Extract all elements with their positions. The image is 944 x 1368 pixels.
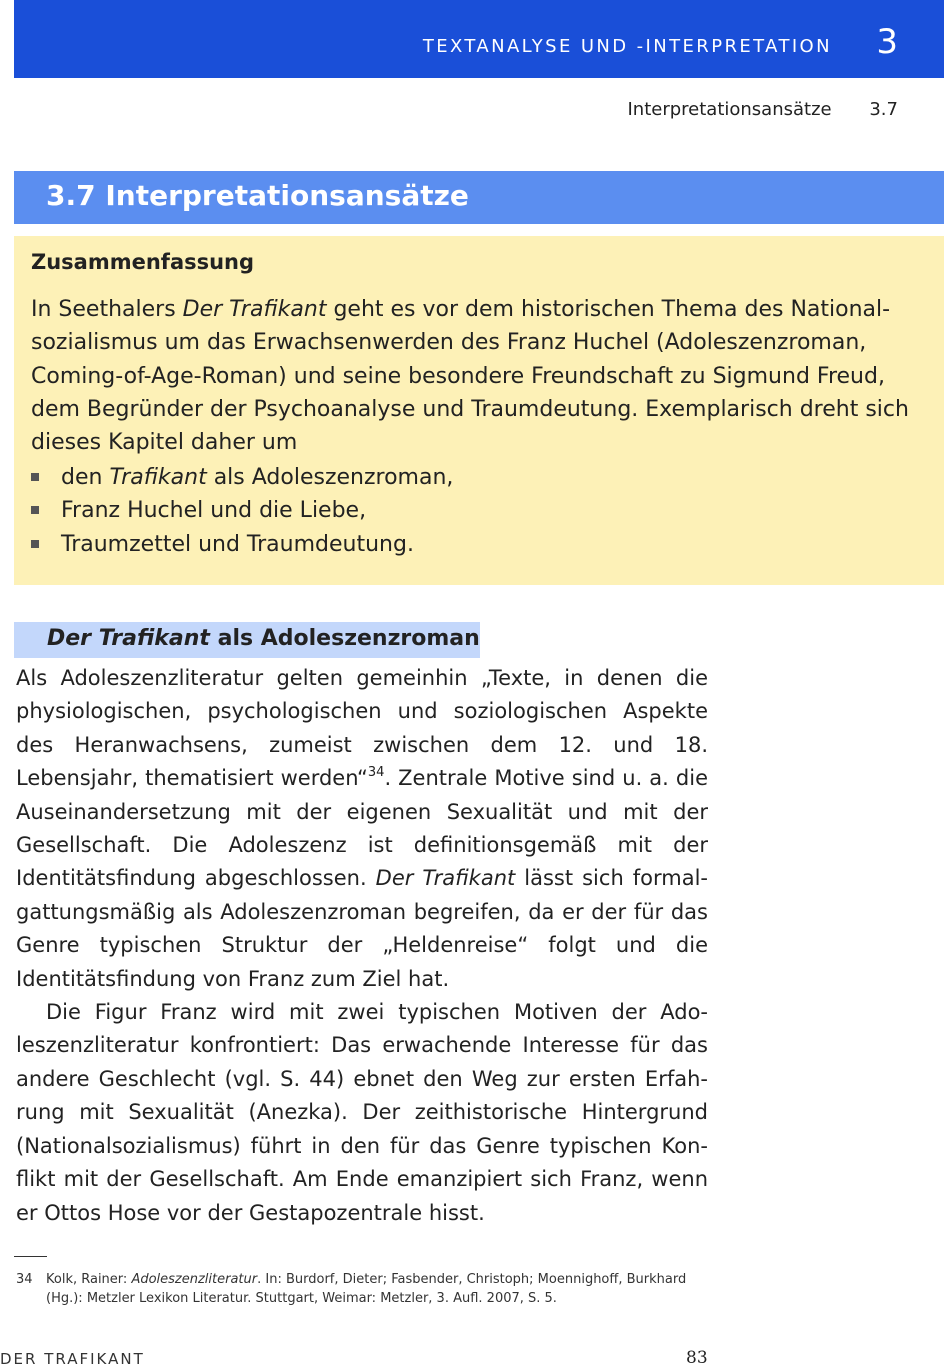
section-title: 3.7 Interpretationsansätze [46,179,469,212]
chapter-header-bar [14,0,944,78]
body-text-part: . Zentrale Motive sind u. a. die Auseinandersetzung mit der eigenen Sexualität und mit der Gesellschaft. Die Adoleszenz ist definitionsgemäß mit der Identitätsfindung abgeschlossen. [16,766,708,891]
chapter-section-label: TEXTANALYSE UND -INTERPRETATION [422,36,832,57]
summary-box [14,236,944,585]
list-item [31,494,453,527]
square-bullet-icon [31,506,39,514]
list-item-text: den [61,465,110,490]
subsection-title-rest: als Adoleszenzroman [209,626,480,651]
footnote-divider [14,1256,47,1257]
section-heading-bar [14,171,944,224]
summary-text [31,293,921,459]
footnote-text [46,1270,696,1308]
body-text [16,662,708,1230]
summary-bullet-list [31,461,453,561]
footnote [16,1270,696,1308]
summary-heading: Zusammenfassung [31,250,255,274]
footnote-text-part: . In: Burdorf, Dieter; Fasbender, Christoph; Moennighoff, Burkhard (Hg.): Metzler Lexikon Literatur. Stuttgart, Weimar: Metzler, 3. Aufl. 2007, S. 5. [46,1272,687,1306]
list-item [31,461,453,494]
square-bullet-icon [31,473,39,481]
list-item-text: Franz Huchel und die Liebe, [61,498,367,524]
square-bullet-icon [31,540,39,548]
list-item [31,528,453,561]
summary-text-part: geht es vor dem historischen Thema des Nationalsozialismus um das Erwachsenwerden des Franz Huchel (Adoleszenzroman, Coming-of-Age-Roman) und seine besondere Freundschaft zu Sigmund Freud, dem Begründer der Psychoanalyse und Traumdeutung. Exemplarisch dreht sich dieses Kapitel daher um [31,297,909,456]
footnote-reference[interactable]: 34 [367,765,385,781]
footer-book-title: DER TRAFIKANT [0,1350,145,1368]
list-item-italic: Trafikant [109,465,207,490]
body-text-part: lässt sich formal-gattungsmäßig als Adoleszenzroman begreifen, da er der für das Genre typischen Struktur der „Heldenreise“ folgt und die Identitätsfindung von Franz zum Ziel hat. [16,866,709,991]
running-head-number: 3.7 [869,99,898,120]
summary-book-title: Der Trafikant [182,297,327,322]
footnote-italic: Adoleszenzliteratur [131,1272,258,1287]
chapter-number: 3 [876,22,898,62]
body-book-title: Der Trafikant [375,866,516,891]
subsection-title [47,626,480,651]
running-head-title: Interpretationsansätze [627,99,832,120]
body-text-part: Als Adoleszenzliteratur gelten gemeinhin „Texte, in denen die physiologischen, psychologischen und soziologischen Aspekte des Heranwachsens, zumeist zwischen dem 12. und 18. Lebensjahr, thematisiert werden“ [16,666,708,791]
footnote-text-part: Kolk, Rainer: [46,1272,132,1287]
list-item-text: Traumzettel und Traumdeutung. [61,531,414,557]
summary-text-part: In Seethalers [31,297,183,322]
subsection-heading-bar [14,622,480,658]
running-head [627,99,898,120]
body-paragraph-1 [16,662,708,996]
body-paragraph-2: Die Figur Franz wird mit zwei typischen Motiven der Adoleszenzliteratur konfrontiert: Das erwachende Interesse für das andere Geschlecht (vgl. S. 44) ebnet den Weg zur ersten Erfahrung mit Sexualität (Anezka). Der zeithistorische Hintergrund (Nationalsozialismus) führt in den für das Genre typischen Konflikt mit der Gesellschaft. Am Ende emanzipiert sich Franz, wenn er Ottos Hose vor der Gestapozentrale hisst. [16,1000,708,1225]
list-item-text: als Adoleszenzroman, [206,465,454,490]
footnote-number: 34 [16,1272,33,1287]
page-number: 83 [686,1348,708,1368]
subsection-title-italic: Der Trafikant [47,626,210,651]
